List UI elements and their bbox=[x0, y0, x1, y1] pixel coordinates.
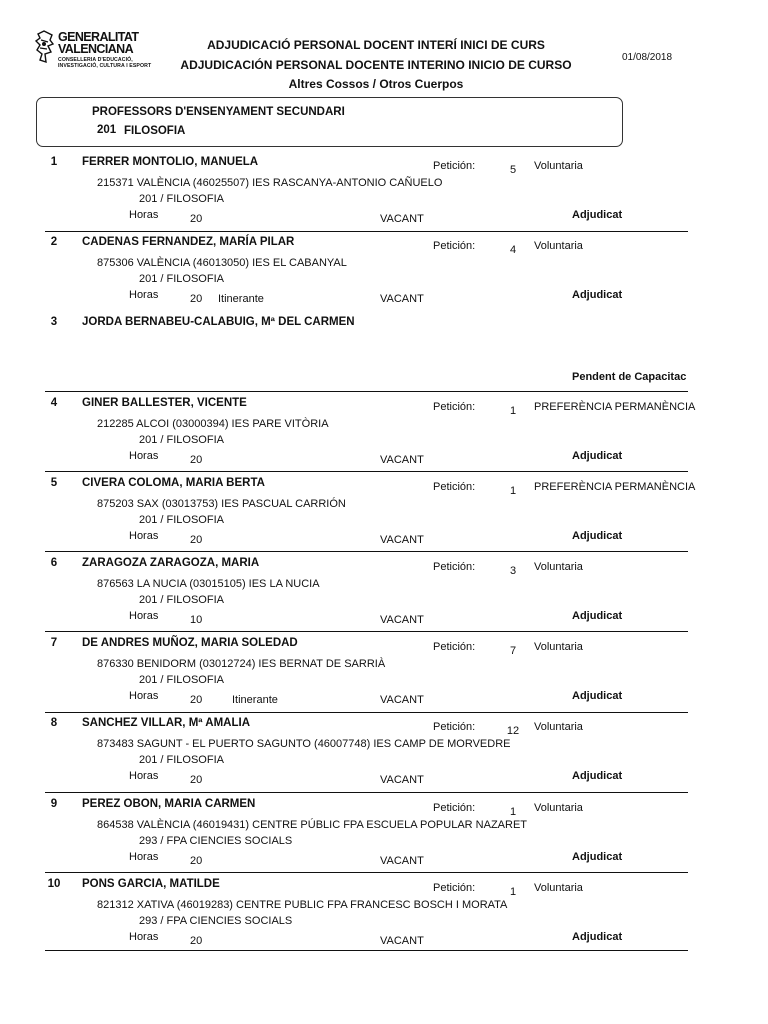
status-text: Adjudicat bbox=[572, 530, 623, 542]
divider bbox=[45, 231, 688, 232]
peticion-label: Petición: bbox=[433, 882, 476, 894]
peticion-label: Petición: bbox=[433, 802, 476, 814]
record-center: 875203 SAX (03013753) IES PASCUAL CARRIÓN bbox=[97, 498, 346, 510]
status-text: Adjudicat bbox=[572, 690, 623, 702]
horas-value: 20 bbox=[190, 213, 203, 225]
peticion-number: 5 bbox=[509, 164, 517, 176]
peticion-label: Petición: bbox=[433, 721, 476, 733]
itinerante-text: Itinerante bbox=[232, 694, 278, 706]
status-text: Adjudicat bbox=[572, 851, 623, 863]
logo-text-line2: VALENCIANA bbox=[58, 42, 134, 56]
record-number: 6 bbox=[50, 557, 58, 569]
divider bbox=[45, 631, 688, 632]
peticion-label: Petición: bbox=[433, 561, 476, 573]
divider bbox=[45, 950, 688, 951]
document-date: 01/08/2018 bbox=[622, 52, 673, 63]
horas-value: 20 bbox=[190, 534, 203, 546]
logo-subtext-line1: CONSELLERIA D'EDUCACIÓ, bbox=[58, 57, 133, 63]
divider bbox=[45, 551, 688, 552]
horas-value: 20 bbox=[190, 293, 203, 305]
record-number: 1 bbox=[50, 156, 58, 168]
vacant-text: VACANT bbox=[380, 935, 424, 947]
peticion-type: Voluntaria bbox=[534, 240, 583, 252]
horas-value: 20 bbox=[190, 774, 203, 786]
record-name: FERRER MONTOLIO, MANUELA bbox=[82, 156, 259, 168]
horas-value: 10 bbox=[190, 614, 203, 626]
record-center: 821312 XATIVA (46019283) CENTRE PUBLIC FPA FRANCESC BOSCH I MORATA bbox=[97, 899, 508, 911]
list-item bbox=[0, 637, 768, 717]
record-number: 5 bbox=[50, 477, 58, 489]
divider bbox=[45, 471, 688, 472]
horas-value: 20 bbox=[190, 454, 203, 466]
record-center: 876563 LA NUCIA (03015105) IES LA NUCIA bbox=[97, 578, 320, 590]
vacant-text: VACANT bbox=[380, 454, 424, 466]
record-name: CIVERA COLOMA, MARIA BERTA bbox=[82, 477, 265, 489]
horas-label: Horas bbox=[129, 450, 159, 462]
status-text: Adjudicat bbox=[572, 450, 623, 462]
horas-label: Horas bbox=[129, 610, 159, 622]
record-name: JORDA BERNABEU-CALABUIG, Mª DEL CARMEN bbox=[82, 316, 355, 328]
peticion-number: 1 bbox=[509, 485, 517, 497]
peticion-number: 4 bbox=[509, 244, 517, 256]
peticion-number: 7 bbox=[509, 645, 517, 657]
peticion-type: Voluntaria bbox=[534, 561, 583, 573]
horas-label: Horas bbox=[129, 690, 159, 702]
record-number: 3 bbox=[50, 316, 58, 328]
horas-label: Horas bbox=[129, 851, 159, 863]
peticion-type: Voluntaria bbox=[534, 160, 583, 172]
peticion-type: Voluntaria bbox=[534, 641, 583, 653]
peticion-type: PREFERÈNCIA PERMANÈNCIA bbox=[534, 401, 696, 413]
body-title: PROFESSORS D'ENSENYAMENT SECUNDARI bbox=[92, 106, 345, 118]
peticion-number: 1 bbox=[509, 806, 517, 818]
peticion-label: Petición: bbox=[433, 240, 476, 252]
status-text: Adjudicat bbox=[572, 610, 623, 622]
horas-label: Horas bbox=[129, 530, 159, 542]
record-specialty: 201 / FILOSOFIA bbox=[139, 594, 224, 606]
record-specialty: 201 / FILOSOFIA bbox=[139, 674, 224, 686]
record-name: CADENAS FERNANDEZ, MARÍA PILAR bbox=[82, 236, 295, 248]
horas-label: Horas bbox=[129, 289, 159, 301]
list-item bbox=[0, 156, 768, 236]
peticion-type: PREFERÈNCIA PERMANÈNCIA bbox=[534, 481, 696, 493]
vacant-text: VACANT bbox=[380, 694, 424, 706]
logo-text-line1: GENERALITAT bbox=[58, 30, 139, 44]
record-specialty: 293 / FPA CIENCIES SOCIALS bbox=[139, 915, 293, 927]
specialty-name: FILOSOFIA bbox=[124, 125, 186, 137]
horas-value: 20 bbox=[190, 855, 203, 867]
peticion-type: Voluntaria bbox=[534, 721, 583, 733]
list-item bbox=[0, 878, 768, 958]
specialty-code: 201 bbox=[97, 124, 117, 136]
body-header-box bbox=[36, 97, 623, 147]
record-number: 9 bbox=[50, 798, 58, 810]
list-item bbox=[0, 316, 768, 396]
list-item bbox=[0, 798, 768, 878]
status-text: Adjudicat bbox=[572, 770, 623, 782]
list-item bbox=[0, 236, 768, 316]
record-specialty: 201 / FILOSOFIA bbox=[139, 754, 224, 766]
logo-subtext-line2: INVESTIGACIÓ, CULTURA I ESPORT bbox=[58, 63, 152, 69]
list-item bbox=[0, 557, 768, 637]
horas-label: Horas bbox=[129, 931, 159, 943]
document-subtitle: Altres Cossos / Otros Cuerpos bbox=[288, 77, 464, 91]
record-center: 212285 ALCOI (03000394) IES PARE VITÒRIA bbox=[97, 418, 329, 430]
peticion-number: 1 bbox=[509, 405, 517, 417]
list-item bbox=[0, 477, 768, 557]
record-center: 215371 VALÈNCIA (46025507) IES RASCANYA-ANTONIO CAÑUELO bbox=[97, 177, 443, 189]
horas-value: 20 bbox=[190, 694, 203, 706]
peticion-label: Petición: bbox=[433, 641, 476, 653]
divider bbox=[45, 712, 688, 713]
record-specialty: 201 / FILOSOFIA bbox=[139, 514, 224, 526]
horas-value: 20 bbox=[190, 935, 203, 947]
record-name: PONS GARCIA, MATILDE bbox=[82, 878, 220, 890]
vacant-text: VACANT bbox=[380, 614, 424, 626]
record-specialty: 201 / FILOSOFIA bbox=[139, 193, 224, 205]
divider bbox=[45, 872, 688, 873]
record-name: ZARAGOZA ZARAGOZA, MARIA bbox=[82, 557, 260, 569]
horas-label: Horas bbox=[129, 209, 159, 221]
list-item bbox=[0, 397, 768, 477]
peticion-type: Voluntaria bbox=[534, 882, 583, 894]
peticion-number: 12 bbox=[506, 725, 520, 737]
divider bbox=[45, 391, 688, 392]
record-center: 875306 VALÈNCIA (46013050) IES EL CABANYAL bbox=[97, 257, 347, 269]
record-center: 876330 BENIDORM (03012724) IES BERNAT DE SARRIÀ bbox=[97, 658, 386, 670]
record-specialty: 201 / FILOSOFIA bbox=[139, 434, 224, 446]
record-number: 2 bbox=[50, 236, 58, 248]
record-number: 4 bbox=[50, 397, 58, 409]
peticion-type: Voluntaria bbox=[534, 802, 583, 814]
status-text: Adjudicat bbox=[572, 931, 623, 943]
peticion-label: Petición: bbox=[433, 160, 476, 172]
record-center: 873483 SAGUNT - EL PUERTO SAGUNTO (46007748) IES CAMP DE MORVEDRE bbox=[97, 738, 511, 750]
vacant-text: VACANT bbox=[380, 534, 424, 546]
vacant-text: VACANT bbox=[380, 774, 424, 786]
record-specialty: 293 / FPA CIENCIES SOCIALS bbox=[139, 835, 293, 847]
list-item bbox=[0, 717, 768, 797]
document-title-spanish: ADJUDICACIÓN PERSONAL DOCENTE INTERINO INICIO DE CURSO bbox=[180, 58, 572, 72]
vacant-text: VACANT bbox=[380, 855, 424, 867]
document-title-valencian: ADJUDICACIÓ PERSONAL DOCENT INTERÍ INICI DE CURS bbox=[207, 38, 545, 52]
peticion-label: Petición: bbox=[433, 401, 476, 413]
record-name: DE ANDRES MUÑOZ, MARIA SOLEDAD bbox=[82, 637, 298, 649]
vacant-text: VACANT bbox=[380, 213, 424, 225]
horas-label: Horas bbox=[129, 770, 159, 782]
status-text: Pendent de Capacitac bbox=[572, 371, 687, 383]
record-number: 7 bbox=[50, 637, 58, 649]
record-name: SANCHEZ VILLAR, Mª AMALIA bbox=[82, 717, 251, 729]
record-number: 10 bbox=[47, 878, 61, 890]
record-name: GINER BALLESTER, VICENTE bbox=[82, 397, 247, 409]
vacant-text: VACANT bbox=[380, 293, 424, 305]
divider bbox=[45, 792, 688, 793]
peticion-number: 1 bbox=[509, 886, 517, 898]
record-specialty: 201 / FILOSOFIA bbox=[139, 273, 224, 285]
record-center: 864538 VALÈNCIA (46019431) CENTRE PÚBLIC FPA ESCUELA POPULAR NAZARET bbox=[97, 819, 527, 831]
status-text: Adjudicat bbox=[572, 209, 623, 221]
itinerante-text: Itinerante bbox=[218, 293, 264, 305]
record-number: 8 bbox=[50, 717, 58, 729]
record-name: PEREZ OBON, MARIA CARMEN bbox=[82, 798, 256, 810]
status-text: Adjudicat bbox=[572, 289, 623, 301]
peticion-number: 3 bbox=[509, 565, 517, 577]
peticion-label: Petición: bbox=[433, 481, 476, 493]
